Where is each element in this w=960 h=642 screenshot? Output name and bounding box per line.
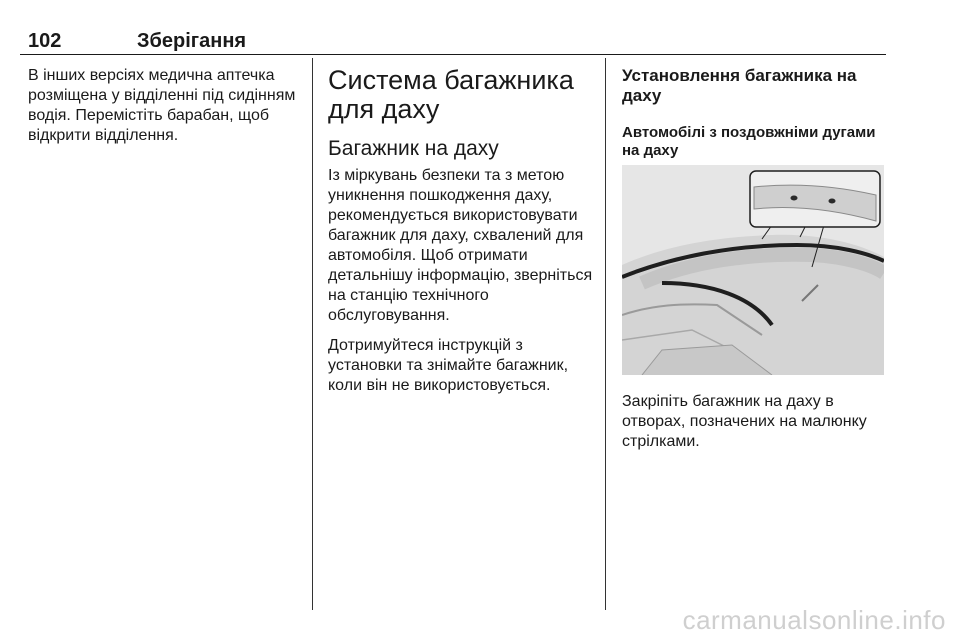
figure-caption: Закріпіть багажник на даху в отворах, позначених на малюнку стрілками. bbox=[622, 393, 867, 450]
roof-rack-heading: Система багажника для даху bbox=[328, 65, 574, 124]
rails-subheading: Автомобілі з поздовжніми дугами на даху bbox=[622, 124, 876, 159]
mounting-hole-2 bbox=[829, 199, 836, 204]
figure-caption-block bbox=[622, 392, 884, 452]
column-2 bbox=[328, 66, 596, 396]
page-number: 102 bbox=[28, 30, 62, 52]
watermark: carmanualsonline.info bbox=[682, 605, 946, 635]
instructions-paragraph: Дотримуйтеся інструкцій з установки та знімайте багажник, коли він не використовується. bbox=[328, 337, 569, 394]
safety-paragraph: Із міркувань безпеки та з метою уникнення пошкодження даху, рекомендується використовувати багажник для даху, схвалений для автомобіля. Щоб отримати детальнішу інформацію, зверніться на станцію технічного обслуговування. bbox=[328, 167, 593, 324]
first-aid-paragraph: В інших версіях медична аптечка розміщена у відділенні під сидінням водія. Перемістіть барабан, щоб відкрити відділення. bbox=[28, 67, 296, 144]
page-header bbox=[20, 30, 886, 55]
column-divider-1 bbox=[312, 58, 313, 610]
roof-rack-illustration bbox=[622, 165, 884, 375]
mounting-hole-1 bbox=[791, 196, 798, 201]
section-title: Зберігання bbox=[137, 30, 247, 52]
column-3 bbox=[622, 66, 884, 160]
roof-rack-subheading: Багажник на даху bbox=[328, 137, 499, 160]
installation-heading: Установлення багажника на даху bbox=[622, 66, 857, 105]
column-1 bbox=[28, 66, 306, 146]
column-divider-2 bbox=[605, 58, 606, 610]
